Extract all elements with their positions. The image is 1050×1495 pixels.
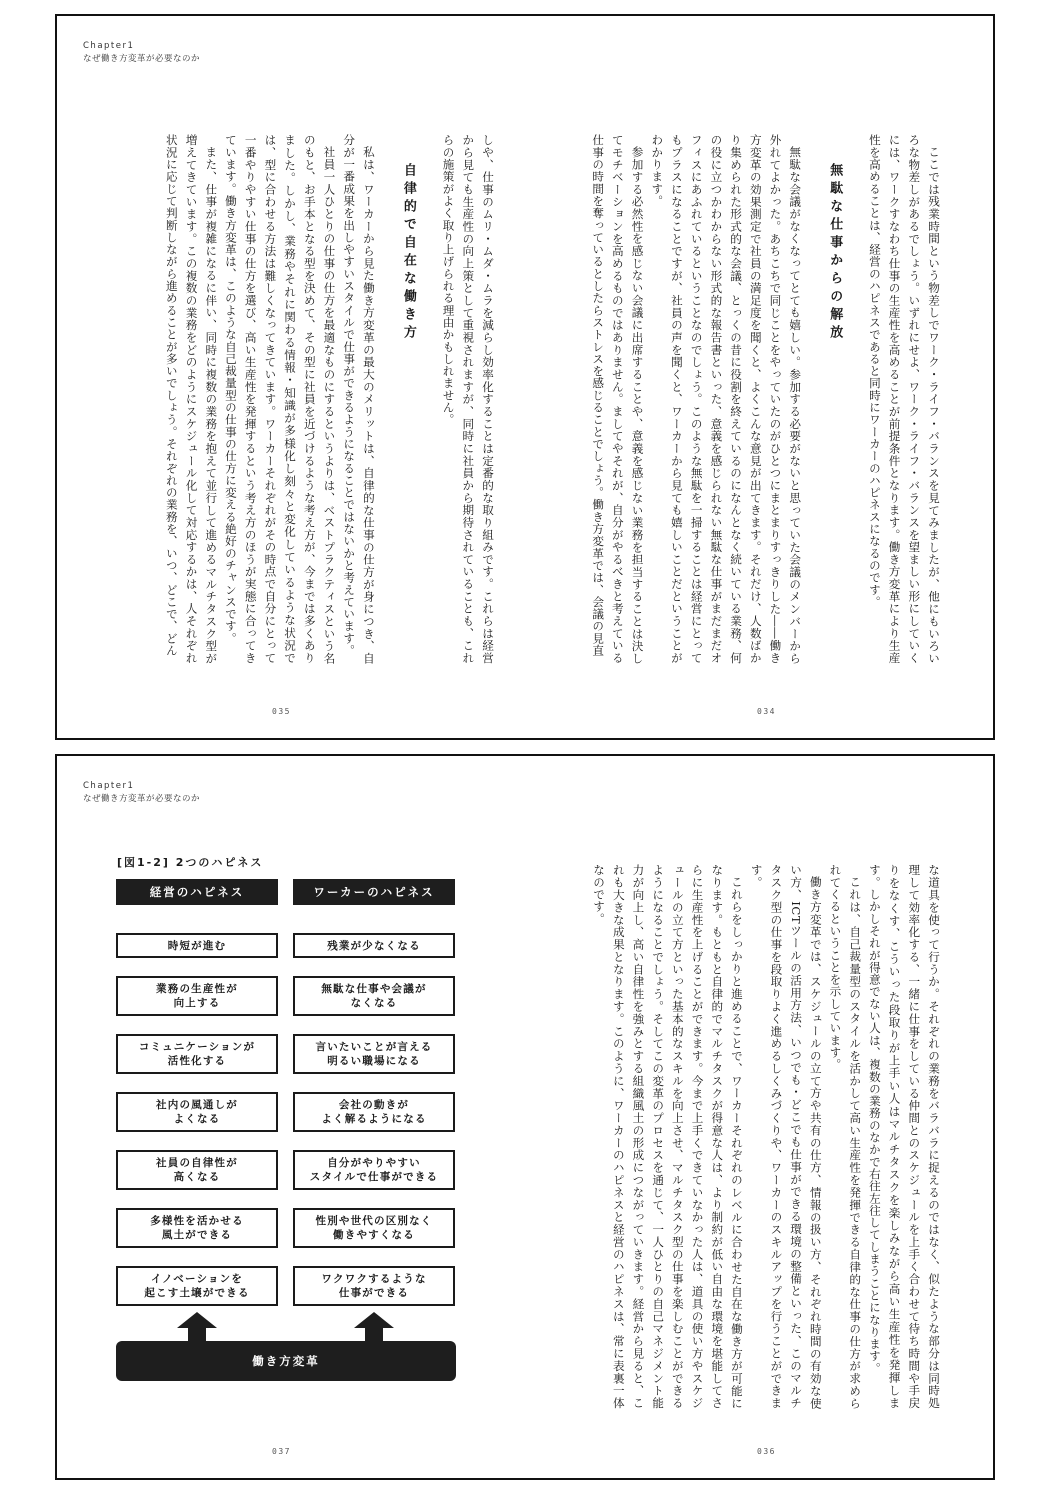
page-number-left: 037 [272, 1447, 291, 1456]
up-arrow-icon [354, 1312, 394, 1344]
spread-pages-034-035 [55, 14, 995, 740]
page-number-right: 036 [757, 1447, 776, 1456]
page-number-right: 034 [757, 707, 776, 716]
paragraph: これらをしっかりと進めることで、ワーカーそれぞれのレベルに合わせた自在な働き方が可能になります。もともと自律的でマルチタスクが得意な人は、より制約が低い自由な環境を堪能してさらに生産性を上げることができます。今まで上手くできていなかった人は、道具の使い方やスケジュールの立て方といった基本的なスキルを向上させ、マルチタスク型の仕事を楽しむことができるようになることでしょう。そしてこの変革のプロセスを通じて、一人ひとりの自己マネジメント能力が向上し、高い自律性を強みとする組織風土の形成につながっていきます。経営から見ると、これも大きな成果となります。このように、ワーカーのハピネスと経営のハピネスは、常に表裏一体なのです。 [592, 864, 744, 1409]
page-number-left: 035 [272, 707, 291, 716]
work-style-reform-base: 働き方変革 [116, 1341, 456, 1381]
chapter-title: なぜ働き方変革が必要なのか [83, 794, 201, 804]
section-heading: 無駄な仕事からの解放 [827, 162, 843, 343]
section-heading: 自律的で自在な働き方 [400, 162, 416, 343]
management-benefit-box: 多様性を活かせる 風土ができる [116, 1208, 278, 1248]
management-benefit-box: イノベーションを 起こす土壌ができる [116, 1266, 278, 1306]
up-arrow-icon [177, 1312, 217, 1344]
page-034-body [543, 134, 943, 664]
page-036-body [543, 864, 943, 1409]
management-benefit-box: 時短が進む [116, 933, 278, 958]
paragraph: 私は、ワーカーから見た働き方変革の最大のメリットは、自律的な仕事の仕方が身につき、自分が一番成果を出しやすいスタイルで仕事ができるようになることではないかと考えています。 [342, 134, 376, 664]
worker-benefit-box: 自分がやりやすい スタイルで仕事ができる [293, 1150, 455, 1190]
paragraph: な道具を使って行うか。それぞれの業務をバラバラに捉えるのではなく、似たような部分は同時処理して効率化する、一緒に仕事をしている仲間とのスケジュールを上手く合わせて待ち時間や手戻りをなくす、こういった段取りが上手い人はマルチタスクを楽しみながら高い生産性を発揮します。しかしそれが得意でない人は、複数の業務のなかで右往左往してしまうことになります。 [867, 864, 941, 1409]
spread-pages-036-037 [55, 754, 995, 1480]
running-head [83, 780, 200, 806]
worker-benefit-box: 性別や世代の区別なく 働きやすくなる [293, 1208, 455, 1248]
paragraph: 働き方変革では、スケジュールの立て方や共有の仕方、情報の扱い方、それぞれ時間の有効な使い方、ICTツールの活用方法、いつでも・どこでも仕事ができる環境の整備といった、このマルチタスク型の仕事を段取りよく進めるしくみづくりや、ワーカーのスキルアップを行うことができます。 [749, 864, 823, 1409]
management-happiness-header: 経営のハピネス [116, 879, 278, 905]
chapter-label: Chapter1 [83, 781, 135, 791]
worker-benefit-box: 無駄な仕事や会議が なくなる [293, 976, 455, 1016]
paragraph: 参加する必然性を感じない会議に出席することや、意義を感じない業務を担当することは決してモチベーションを高めるものではありません。ましてやそれが、自分がやるべきと考えている仕事の時間を奪っているとしたらストレスを感じることでしょう。働き方変革では、会議の見直 [591, 134, 645, 664]
management-benefit-box: 社内の風通しが よくなる [116, 1092, 278, 1132]
chapter-label: Chapter1 [83, 41, 135, 51]
worker-happiness-header: ワーカーのハピネス [293, 879, 455, 905]
worker-benefit-box: 会社の動きが よく解るようになる [293, 1092, 455, 1132]
worker-benefit-box: ワクワクするような 仕事ができる [293, 1266, 455, 1306]
figure-title: [図1-2] 2つのハピネス [117, 856, 264, 869]
paragraph: これは、自己裁量型のスタイルを活かして高い生産性を発揮できる自律的な仕事の仕方が求められてくるということを示しています。 [828, 864, 863, 1409]
management-benefit-box: 業務の生産性が 向上する [116, 976, 278, 1016]
worker-benefit-box: 残業が少なくなる [293, 933, 455, 958]
management-benefit-box: 社員の自律性が 高くなる [116, 1150, 278, 1190]
paragraph: 社員一人ひとりの仕事の仕方を最適なものにするというよりは、ベストプラクティスという名のもと、お手本となる型を決めて、その型に社員を近づけるような考え方が、今までは多くありました。しかし、業務やそれに関わる情報・知識が多様化し刻々と変化しているような状況では、型に合わせる方法は難しくなってきています。ワーカーそれぞれがその時点で自分にとって一番やりやすい仕事の仕方を選び、高い生産性を発揮するという考え方のほうが実態に合ってきています。働き方変革は、このような自己裁量型の仕事の仕方に変える絶好のチャンスです。 [223, 134, 337, 664]
paragraph: ここでは残業時間という物差しでワーク・ライフ・バランスを見てみましたが、他にもいろいろな物差しがあるでしょう。いずれにせよ、ワーク・ライフ・バランスを望ましい形にしていくには、ワークすなわち仕事の生産性を高めることが前提条件となります。働き方変革により生産性を高めることは、経営のハピネスであると同時にワーカーのハピネスになるのです。 [867, 134, 941, 664]
page-035-body [102, 134, 497, 664]
paragraph: 無駄な会議がなくなってとても嬉しい。参加する必要がないと思っていた会議のメンバーから外れてよかった。あちこちで同じことをやっていたのがひとつにまとまりすっきりした――働き方変革の効果測定で社員の満足度を聞くと、よくこんな意見が出てきます。それだけ、人数ばかり集められた形式的な会議、とっくの昔に役割を終えているのになんとなく続いている業務、何の役に立つかわからない形式的な報告書といった、意義を感じられない無駄な仕事がまだまだオフィスにあふれているということなのでしょう。このような無駄を一掃することは経営にとってもプラスになることですが、社員の声を聞くと、ワーカーから見ても嬉しいことだということがわかります。 [650, 134, 803, 664]
paragraph: また、仕事が複雑になるに伴い、同時に複数の業務を抱えて並行して進めるマルチタスク型が増えてきています。この複数の業務をどのようにスケジュール化して対応するかは、人それぞれ状況に応じて判断しながら進めることが多いでしょう。それぞれの業務を、いつ、どこで、どん [164, 134, 219, 664]
worker-benefit-box: 言いたいことが言える 明るい職場になる [293, 1034, 455, 1074]
paragraph: しや、仕事のムリ・ムダ・ムラを減らし効率化することは定番的な取り組みです。これらは経営から見ても生産性の向上策として重視されますが、同時に社員から期待されていることも、これらの施策がよく取り上げられる理由かもしれません。 [441, 134, 495, 664]
chapter-title: なぜ働き方変革が必要なのか [83, 54, 201, 64]
management-benefit-box: コミュニケーションが 活性化する [116, 1034, 278, 1074]
running-head [83, 40, 200, 66]
